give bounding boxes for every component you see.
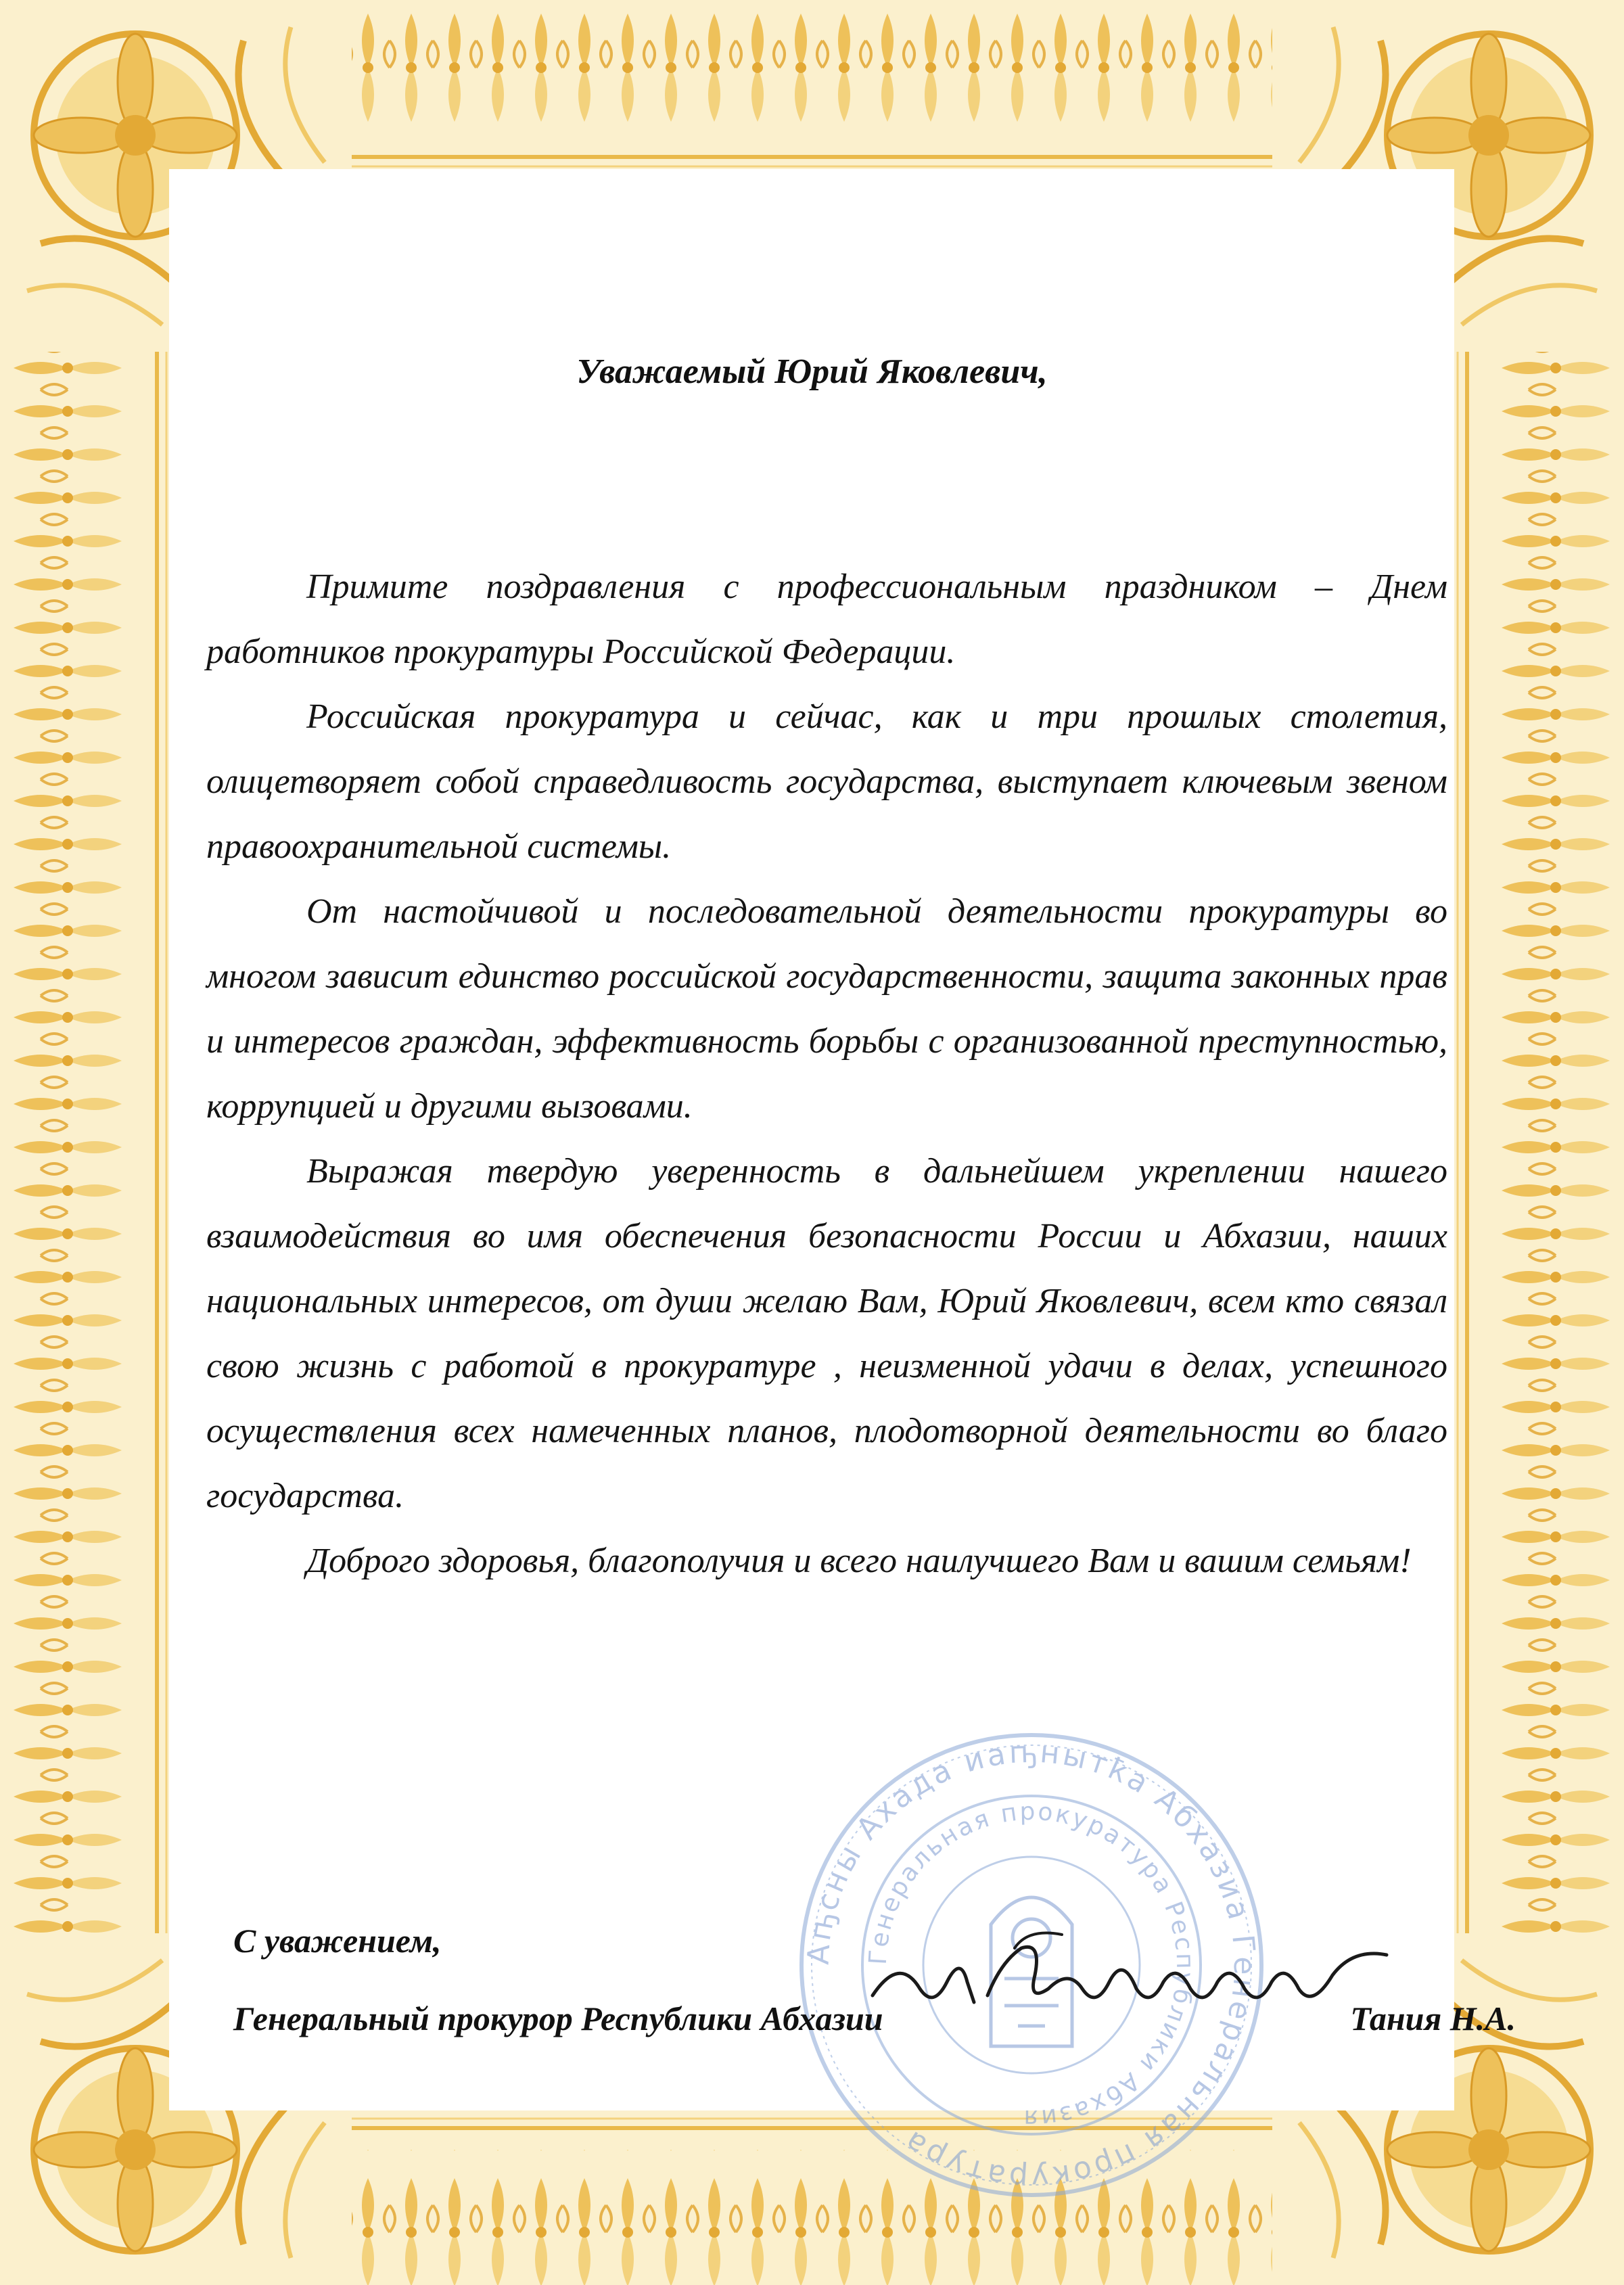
signer-name: Тания Н.А. (1350, 2000, 1516, 2037)
paragraph: Доброго здоровья, благополучия и всего наилучшего Вам и вашим семьям! (306, 1542, 1412, 1580)
handwritten-signature (859, 1908, 1400, 2043)
paragraph: Примите поздравления с профессиональным праздником – Днем работников прокуратуры Российской Федерации. (206, 568, 1447, 671)
seal-outer-text: Аҧсны Ахада иаҧнытҟа Абхазиа Генеральная прокуратура (801, 1734, 1262, 2196)
paragraph: От настойчивой и последовательной деятельности прокуратуры во многом зависит единство российской государственности, защита законных прав и интересов граждан, эффективность борьбы с организованной преступностью, коррупцией и другими вызовами. (206, 892, 1447, 1126)
signer-position: Генеральный прокурор Республики Абхазии (233, 2000, 883, 2037)
salutation: Уважаемый Юрий Яковлевич, (576, 352, 1048, 391)
paragraph: Выражая твердую уверенность в дальнейшем укреплении нашего взаимодействия во имя обеспечения безопасности России и Абхазии, наших национальных интересов, от души желаю Вам, Юрий Яковлевич, всем кто связал свою жизнь с работой в прокуратуре , неизменной удачи в делах, успешного осуществления всех намеченных планов, плодотворной деятельности во благо государства. (206, 1152, 1447, 1515)
seal-inner-text: Генеральная прокуратура Республики Абхазия (864, 1797, 1199, 2133)
closing-phrase: С уважением, (233, 1922, 442, 1960)
paragraph: Российская прокуратура и сейчас, как и три прошлых столетия, олицетворяет собой справедливость государства, выступает ключевым звеном правоохранительной системы. (206, 697, 1447, 866)
letter-text (206, 555, 1447, 1594)
